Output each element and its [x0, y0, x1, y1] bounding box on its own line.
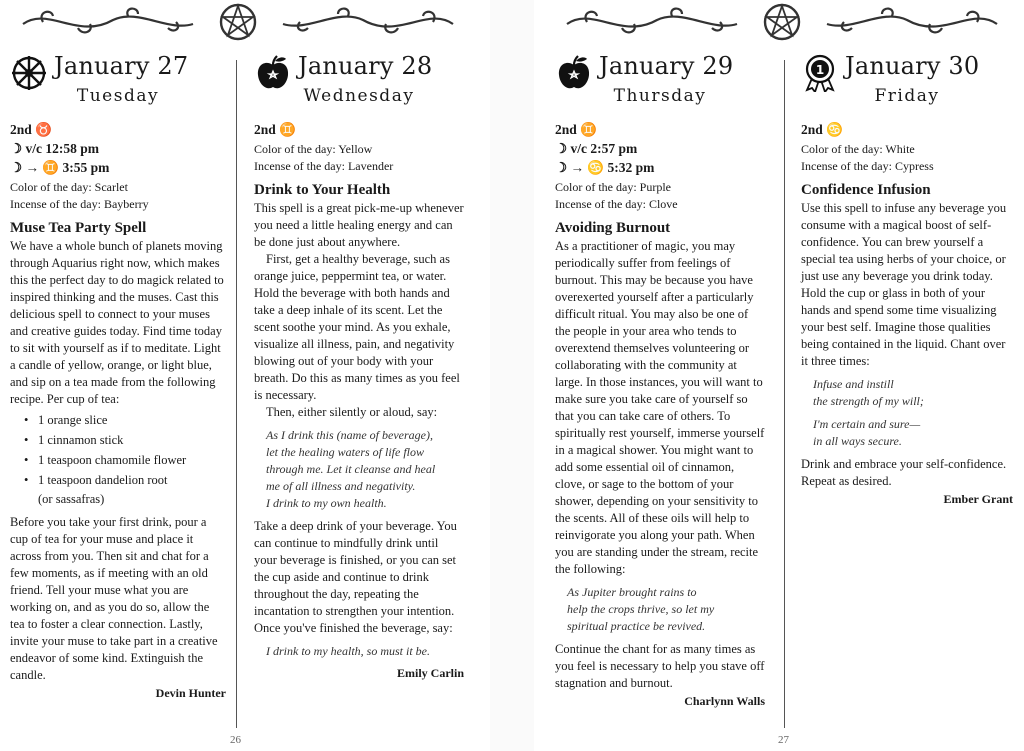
day-info [555, 179, 765, 213]
color-of-day: Color of the day: White [801, 142, 915, 156]
day-info [10, 179, 226, 213]
svg-text:1: 1 [815, 63, 825, 77]
color-of-day: Color of the day: Scarlet [10, 180, 128, 194]
book-spine [490, 0, 534, 751]
entry-january-29 [555, 50, 765, 709]
spell-title: Confidence Infusion [801, 182, 931, 198]
author: Ember Grant [943, 492, 1013, 506]
spell-title: Avoiding Burnout [555, 220, 671, 236]
entry-january-27 [10, 50, 226, 701]
weekday: Wednesday [303, 86, 415, 106]
author: Emily Carlin [396, 666, 464, 680]
recipe-list [10, 410, 226, 508]
astro-info [10, 120, 226, 177]
right-page [534, 0, 1024, 751]
spell-title: Muse Tea Party Spell [10, 220, 147, 236]
weekday: Friday [874, 86, 940, 106]
incantation [266, 643, 464, 660]
weekday: Tuesday [76, 86, 160, 106]
paragraph: Then, either silently or aloud, say: [266, 405, 438, 419]
moon-phase: 2nd ♋ [801, 122, 843, 137]
verse-line: As I drink this (name of beverage), [266, 428, 433, 442]
astro-info [801, 120, 1013, 139]
date-header [555, 50, 765, 116]
paragraph: Before you take your first drink, pour a cup of tea for your muse and place it across from you. Then sit and chat for a few moments, as if meeting with an old friend. Tell your muse what you are working on, and as you do so, allow the tea to foster a clear connection. Lastly, invite your muse to take part in a creative endeavor of some kind. Extinguish the candle. [10, 515, 218, 682]
moon-phase: 2nd ♉ [10, 122, 52, 137]
spell-body [254, 200, 464, 660]
verse-line: Infuse and instill [813, 377, 894, 391]
verse-line: the strength of my will; [813, 394, 924, 408]
entry-january-28 [254, 50, 464, 681]
date-header [254, 50, 464, 116]
incense-of-day: Incense of the day: Cypress [801, 159, 934, 173]
date-title: January 28 [298, 52, 433, 80]
list-item: • 1 orange slice [10, 410, 226, 430]
verse-line: me of all illness and negativity. [266, 479, 416, 493]
paragraph: First, get a healthy beverage, such as orange juice, peppermint tea, or water. Hold the beverage with both hands and take a deep inhale of its scent. Let the scent soothe your mind. As you exhale, visualize all illness, pain, and negativity blowing out of your body with your breath. Do this as many times as you feel is necessary. [254, 252, 460, 402]
verse-line: in all ways secure. [813, 434, 902, 448]
entry-january-30 [801, 50, 1013, 507]
void-of-course: ☽ v/c 2:57 pm [555, 141, 638, 156]
date-title: January 30 [845, 52, 980, 80]
list-item: • 1 cinnamon stick [10, 430, 226, 450]
incantation [567, 584, 765, 635]
moon-phase: 2nd ♊ [254, 122, 296, 137]
list-item-continuation: (or sassafras) [38, 492, 105, 506]
page-number: 27 [778, 734, 789, 746]
incense-of-day: Incense of the day: Bayberry [10, 197, 149, 211]
list-item: • 1 teaspoon dandelion root [10, 470, 226, 490]
paragraph: Continue the chant for as many times as you feel is necessary to help you stave off stagnation and burnout. [555, 642, 765, 690]
verse-line: help the crops thrive, so let my [567, 602, 715, 616]
void-of-course: ☽ v/c 12:58 pm [10, 141, 99, 156]
column-divider [784, 60, 785, 728]
column-divider [236, 60, 237, 728]
verse-line: I drink to my health, so must it be. [266, 644, 430, 658]
astro-info [555, 120, 765, 177]
paragraph: Take a deep drink of your beverage. You can continue to mindfully drink until your beverage is finished, or you can set the cup aside and continue to drink throughout the day, repeating the incantation to strengthen your intention. Once you've finished the beverage, say: [254, 519, 457, 635]
author: Charlynn Walls [684, 694, 765, 708]
incantation [266, 427, 464, 512]
moon-phase: 2nd ♊ [555, 122, 597, 137]
paragraph: We have a whole bunch of planets moving through Aquarius right now, which makes this the perfect day to do magick related to inspired thinking and the muses. Cast this delicious spell to connect to your muses and creative guides today. Find time today to sit with yourself as if to meditate. Light a candle of yellow, orange, or light blue, and sip on a tea made from the following recipe. Per cup of tea: [10, 239, 224, 406]
paragraph: Drink and embrace your self-confidence. Repeat as desired. [801, 457, 1007, 488]
flourish-pentagram-icon [18, 2, 458, 42]
spell-title: Drink to Your Health [254, 182, 391, 198]
date-header [801, 50, 1013, 116]
author: Devin Hunter [155, 686, 226, 700]
moon-sign-change: ☽ → ♋ 5:32 pm [555, 160, 655, 175]
moon-sign-change: ☽ → ♊ 3:55 pm [10, 160, 110, 175]
incense-of-day: Incense of the day: Lavender [254, 159, 394, 173]
astro-info [254, 120, 464, 139]
page-number: 26 [230, 734, 241, 746]
flourish-pentagram-icon [562, 2, 1002, 42]
verse-line: I drink to my own health. [266, 496, 387, 510]
verse-line: through me. Let it cleanse and heal [266, 462, 436, 476]
date-header [10, 50, 226, 116]
list-item: • 1 teaspoon chamomile flower [10, 450, 226, 470]
color-of-day: Color of the day: Purple [555, 180, 671, 194]
left-page [0, 0, 490, 751]
spell-body [555, 238, 765, 692]
day-info [254, 141, 464, 175]
verse-line: spiritual practice be revived. [567, 619, 706, 633]
date-title: January 27 [54, 52, 189, 80]
verse-line: I'm certain and sure— [813, 417, 921, 431]
date-title: January 29 [599, 52, 734, 80]
incense-of-day: Incense of the day: Clove [555, 197, 678, 211]
verse-line: As Jupiter brought rains to [567, 585, 697, 599]
verse-line: let the healing waters of life flow [266, 445, 424, 459]
paragraph: This spell is a great pick-me-up whenever you need a little healing energy and can be done just about anywhere. [254, 201, 464, 249]
spell-body [801, 200, 1013, 490]
paragraph: Use this spell to infuse any beverage you consume with a magical boost of self-confidence. You can brew yourself a special tea using herbs of your choice, or just use any beverage you drink today. Hold the cup or glass in both of your hands and spend some time visualizing your best self. Imagine those qualities being contained in the liquid. Chant over it three times: [801, 201, 1007, 368]
paragraph: As a practitioner of magic, you may periodically suffer from feelings of burnout. This may be because you have overexerted yourself after a particularly difficult ritual. You may also be one of the people in your area who tends to overextend themselves volunteering or collaborating with the community at large. In those instances, you will want to make sure you take care of yourself so that you can take care of others. To spiritually rest yourself, immerse yourself in a magical shower. You might want to add some essential oil of cinnamon, clove, or sage to the bottom of your shower, depending on your sensitivity to the scents. All of these oils will help to reinvigorate you along your path. When you are standing under the stream, recite the following: [555, 239, 765, 576]
header-ornament-right [562, 2, 1002, 42]
color-of-day: Color of the day: Yellow [254, 142, 373, 156]
spell-body [10, 238, 226, 684]
weekday: Thursday [613, 86, 707, 106]
incantation [813, 376, 1013, 450]
day-info [801, 141, 1013, 175]
header-ornament-left [18, 2, 458, 42]
